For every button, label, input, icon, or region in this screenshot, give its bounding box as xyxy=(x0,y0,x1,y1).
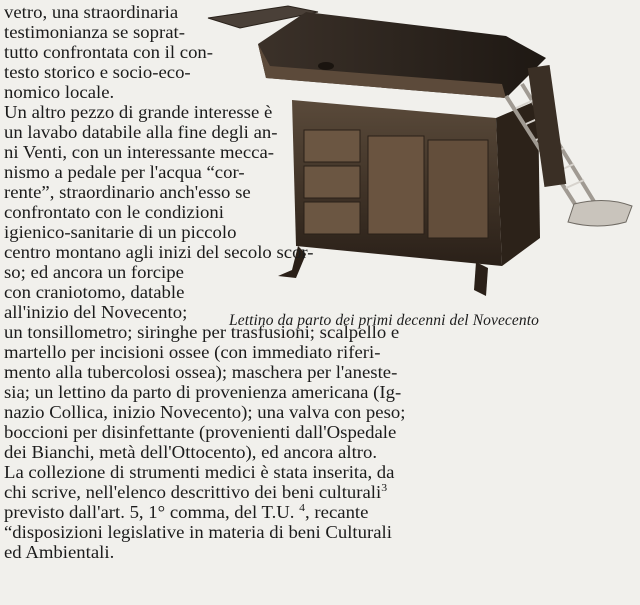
footnote-marker[interactable]: 4 xyxy=(299,502,306,514)
text-line: La collezione di strumenti medici è stata inserita, da xyxy=(4,462,395,482)
text-line: so; ed ancora un forcipe xyxy=(4,262,184,282)
text-line: “disposizioni legislative in materia di beni Culturali xyxy=(4,522,392,542)
text-fragment: , recante xyxy=(305,502,369,522)
text-line: mento alla tubercolosi ossea); maschera per l'aneste- xyxy=(4,362,398,382)
text-line: testimonianza se soprat- xyxy=(4,22,185,42)
text-line: centro montano agli inizi del secolo scor- xyxy=(4,242,314,262)
text-line: boccioni per disinfettante (provenienti dall'Ospedale xyxy=(4,422,397,442)
text-line: nismo a pedale per l'acqua “cor- xyxy=(4,162,245,182)
text-line: testo storico e socio-eco- xyxy=(4,62,191,82)
text-line-with-footnote xyxy=(4,482,387,502)
text-fragment: chi scrive, nell'elenco descrittivo dei beni culturali xyxy=(4,482,382,502)
text-line: martello per incisioni ossee (con immediato riferi- xyxy=(4,342,381,362)
text-line: nomico locale. xyxy=(4,82,115,102)
text-line: ni Venti, con un interessante mecca- xyxy=(4,142,275,162)
text-line-with-footnote xyxy=(4,502,368,522)
figure-caption: Lettino da parto dei primi decenni del Novecento xyxy=(229,312,540,329)
text-line: un lavabo databile alla fine degli an- xyxy=(4,122,278,142)
text-line: dei Bianchi, metà dell'Ottocento), ed ancora altro. xyxy=(4,442,378,462)
text-line: Un altro pezzo di grande interesse è xyxy=(4,102,273,122)
text-line: tutto confrontata con il con- xyxy=(4,42,214,62)
text-line: confrontato con le condizioni xyxy=(4,202,224,222)
text-fragment: previsto dall'art. 5, 1° comma, del T.U. xyxy=(4,502,300,522)
text-line: rente”, straordinario anch'esso se xyxy=(4,182,251,202)
footnote-marker[interactable]: 3 xyxy=(381,482,388,494)
text-line: con craniotomo, datable xyxy=(4,282,185,302)
text-line: ed Ambientali. xyxy=(4,542,115,562)
text-line: vetro, una straordinaria xyxy=(4,2,179,22)
text-line: nazio Collica, inizio Novecento); una valva con peso; xyxy=(4,402,406,422)
text-line: igienico-sanitarie di un piccolo xyxy=(4,222,237,242)
text-line: all'inizio del Novecento; xyxy=(4,302,188,322)
text-line: un tonsillometro; siringhe per trasfusioni; scalpello e xyxy=(4,322,400,342)
text-line: sia; un lettino da parto di provenienza americana (Ig- xyxy=(4,382,402,402)
